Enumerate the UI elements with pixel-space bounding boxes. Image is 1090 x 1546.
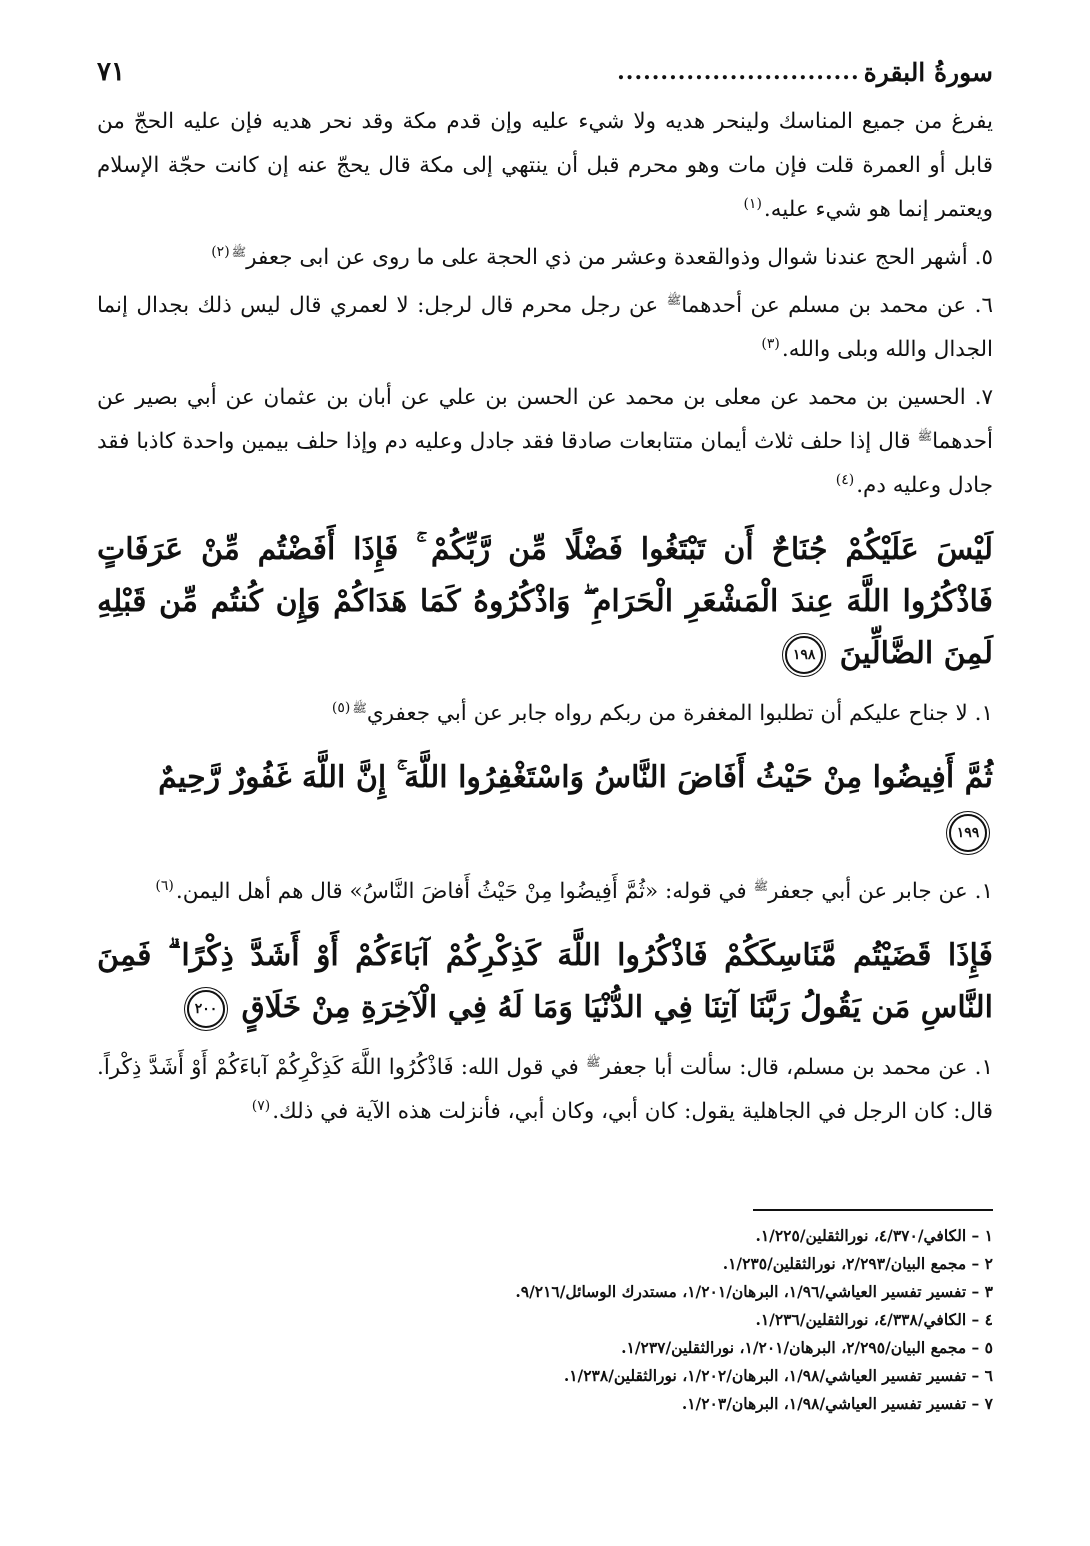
footnote-3: ٣ – تفسير تفسير العياشي/١/٩٦، البرهان/١/٢٠١، مستدرك الوسائل/٩/٢١٦. xyxy=(515,1282,993,1301)
salutation-mark: ﷺ xyxy=(352,700,367,715)
paragraph-7 xyxy=(97,1046,993,1134)
paragraph-text: ١. لا جناح عليكم أن تطلبوا المغفرة من ربكم رواه جابر عن أبي جعفري xyxy=(366,701,993,726)
salutation-mark: ﷺ xyxy=(917,428,933,443)
paragraph-text: عن رجل محرم قال لرجل: لا لعمري قال ليس ذلك بجدال إنما الجدال والله وبلى والله. xyxy=(97,293,993,362)
verse-text: فَإِذَا قَضَيْتُم مَّنَاسِكَكُمْ فَاذْكُرُوا اللَّهَ كَذِكْرِكُمْ آبَاءَكُمْ أَوْ أَشَدَّ ذِكْرًا ۗ فَمِنَ النَّاسِ مَن يَقُولُ رَبَّنَا آتِنَا فِي الدُّنْيَا وَمَا لَهُ فِي الْآخِرَةِ مِنْ خَلَاقٍ xyxy=(97,938,993,1025)
salutation-mark: ﷺ xyxy=(586,1054,601,1069)
paragraph-1 xyxy=(97,100,993,232)
footnotes xyxy=(97,1222,993,1418)
footnote-ref: (١) xyxy=(743,195,762,212)
ayah-number-marker: ٢٠٠ xyxy=(187,990,225,1028)
page-body xyxy=(97,100,993,1134)
paragraph-text: ١. عن محمد بن مسلم، قال: سألت أبا جعفر xyxy=(600,1055,993,1080)
salutation-mark: ﷺ xyxy=(231,244,247,259)
page-header xyxy=(97,52,993,92)
paragraph-text: في قول الله: فَاذْكُرُوا اللَّهَ كَذِكْرِكُمْ آباءَكُمْ أَوْ أَشَدَّ ذِكْراً. قال: كان الرجل في الجاهلية يقول: كان أبي، وكان أبي، فأنزلت هذه الآية في ذلك. xyxy=(97,1055,993,1124)
ayah-number-marker: ١٩٨ xyxy=(785,636,823,674)
footnote-4: ٤ – الكافي/٤/٣٣٨، نورالثقلين/١/٢٣٦. xyxy=(755,1310,993,1329)
quran-verse-199 xyxy=(97,752,993,858)
quran-verse-198 xyxy=(97,524,993,680)
footnote-2: ٢ – مجمع البيان/٢/٢٩٣، نورالثقلين/١/٢٣٥. xyxy=(722,1254,993,1273)
paragraph-text: ٦. عن محمد بن مسلم عن أحدهما xyxy=(681,293,993,318)
footnote-7: ٧ – تفسير تفسير العياشي/١/٩٨، البرهان/١/٢٠٣. xyxy=(681,1394,993,1413)
paragraph-text: قال إذا حلف ثلاث أيمان متتابعات صادقا فقد جادل وعليه دم وإذا حلف بيمين واحدة كاذبا فقد جادل وعليه دم. xyxy=(97,429,993,498)
footnote-ref: (٧) xyxy=(251,1097,271,1114)
salutation-mark: ﷺ xyxy=(666,292,682,307)
verse-text: لَيْسَ عَلَيْكُمْ جُنَاحٌ أَن تَبْتَغُوا فَضْلًا مِّن رَّبِّكُمْ ۚ فَإِذَا أَفَضْتُم مِّنْ عَرَفَاتٍ فَاذْكُرُوا اللَّهَ عِندَ الْمَشْعَرِ الْحَرَامِ ۖ وَاذْكُرُوهُ كَمَا هَدَاكُمْ وَإِن كُنتُم مِّن قَبْلِهِ لَمِنَ الضَّالِّينَ xyxy=(97,532,993,671)
paragraph-6 xyxy=(97,870,993,914)
footnote-1: ١ – الكافي/٤/٣٧٠، نورالثقلين/١/٢٢٥. xyxy=(755,1226,993,1245)
paragraph-3 xyxy=(97,284,993,372)
paragraph-text: يفرغ من جميع المناسك ولينحر هديه ولا شيء عليه وإن قدم مكة وقد نحر هديه فإن عليه الحجّ من قابل أو العمرة قلت فإن مات وهو محرم قبل أن ينتهي إلى مكة قال يحجّ عنه إن كانت حجّة الإسلام ويعتمر إنما هو شيء عليه. xyxy=(97,109,993,222)
ayah-row xyxy=(97,806,993,858)
surah-title: سورةُ البقرة xyxy=(863,57,993,87)
paragraph-2 xyxy=(97,236,993,280)
running-title xyxy=(617,58,993,87)
page-number: ٧١ xyxy=(97,57,125,87)
paragraph-5 xyxy=(97,692,993,736)
footnote-ref: (٢) xyxy=(211,243,230,260)
paragraph-text: ٥. أشهر الحج عندنا شوال وذوالقعدة وعشر من ذي الحجة على ما روى عن ابى جعفر xyxy=(246,245,993,270)
salutation-mark: ﷺ xyxy=(753,878,769,893)
footnote-ref: (٥) xyxy=(331,699,351,716)
verse-text: ثُمَّ أَفِيضُوا مِنْ حَيْثُ أَفَاضَ النَّاسُ وَاسْتَغْفِرُوا اللَّهَ ۚ إِنَّ اللَّهَ غَفُورٌ رَّحِيمٌ xyxy=(158,760,993,795)
footnote-divider xyxy=(753,1209,993,1211)
header-dots: ............................ xyxy=(617,59,860,85)
footnote-ref: (٦) xyxy=(155,877,174,894)
footnote-6: ٦ – تفسير تفسير العياشي/١/٩٨، البرهان/١/٢٠٢، نورالثقلين/١/٢٣٨. xyxy=(563,1366,993,1385)
paragraph-text: في قوله: «ثُمَّ أَفِيضُوا مِنْ حَيْثُ أَفاضَ النَّاسُ» قال هم أهل اليمن. xyxy=(175,879,747,904)
quran-verse-200 xyxy=(97,930,993,1034)
footnote-5: ٥ – مجمع البيان/٢/٢٩٥، البرهان/١/٢٠١، نورالثقلين/١/٢٣٧. xyxy=(621,1338,993,1357)
footnote-ref: (٤) xyxy=(835,471,855,488)
paragraph-text: ٧. الحسين بن محمد عن معلى بن محمد عن الحسن بن علي عن أبان بن عثمان عن أبي بصير عن أحدهما xyxy=(97,385,993,454)
paragraph-text: ١. عن جابر عن أبي جعفر xyxy=(768,879,993,904)
footnote-ref: (٣) xyxy=(761,335,780,352)
ayah-number-marker: ١٩٩ xyxy=(949,814,987,852)
paragraph-4 xyxy=(97,376,993,508)
